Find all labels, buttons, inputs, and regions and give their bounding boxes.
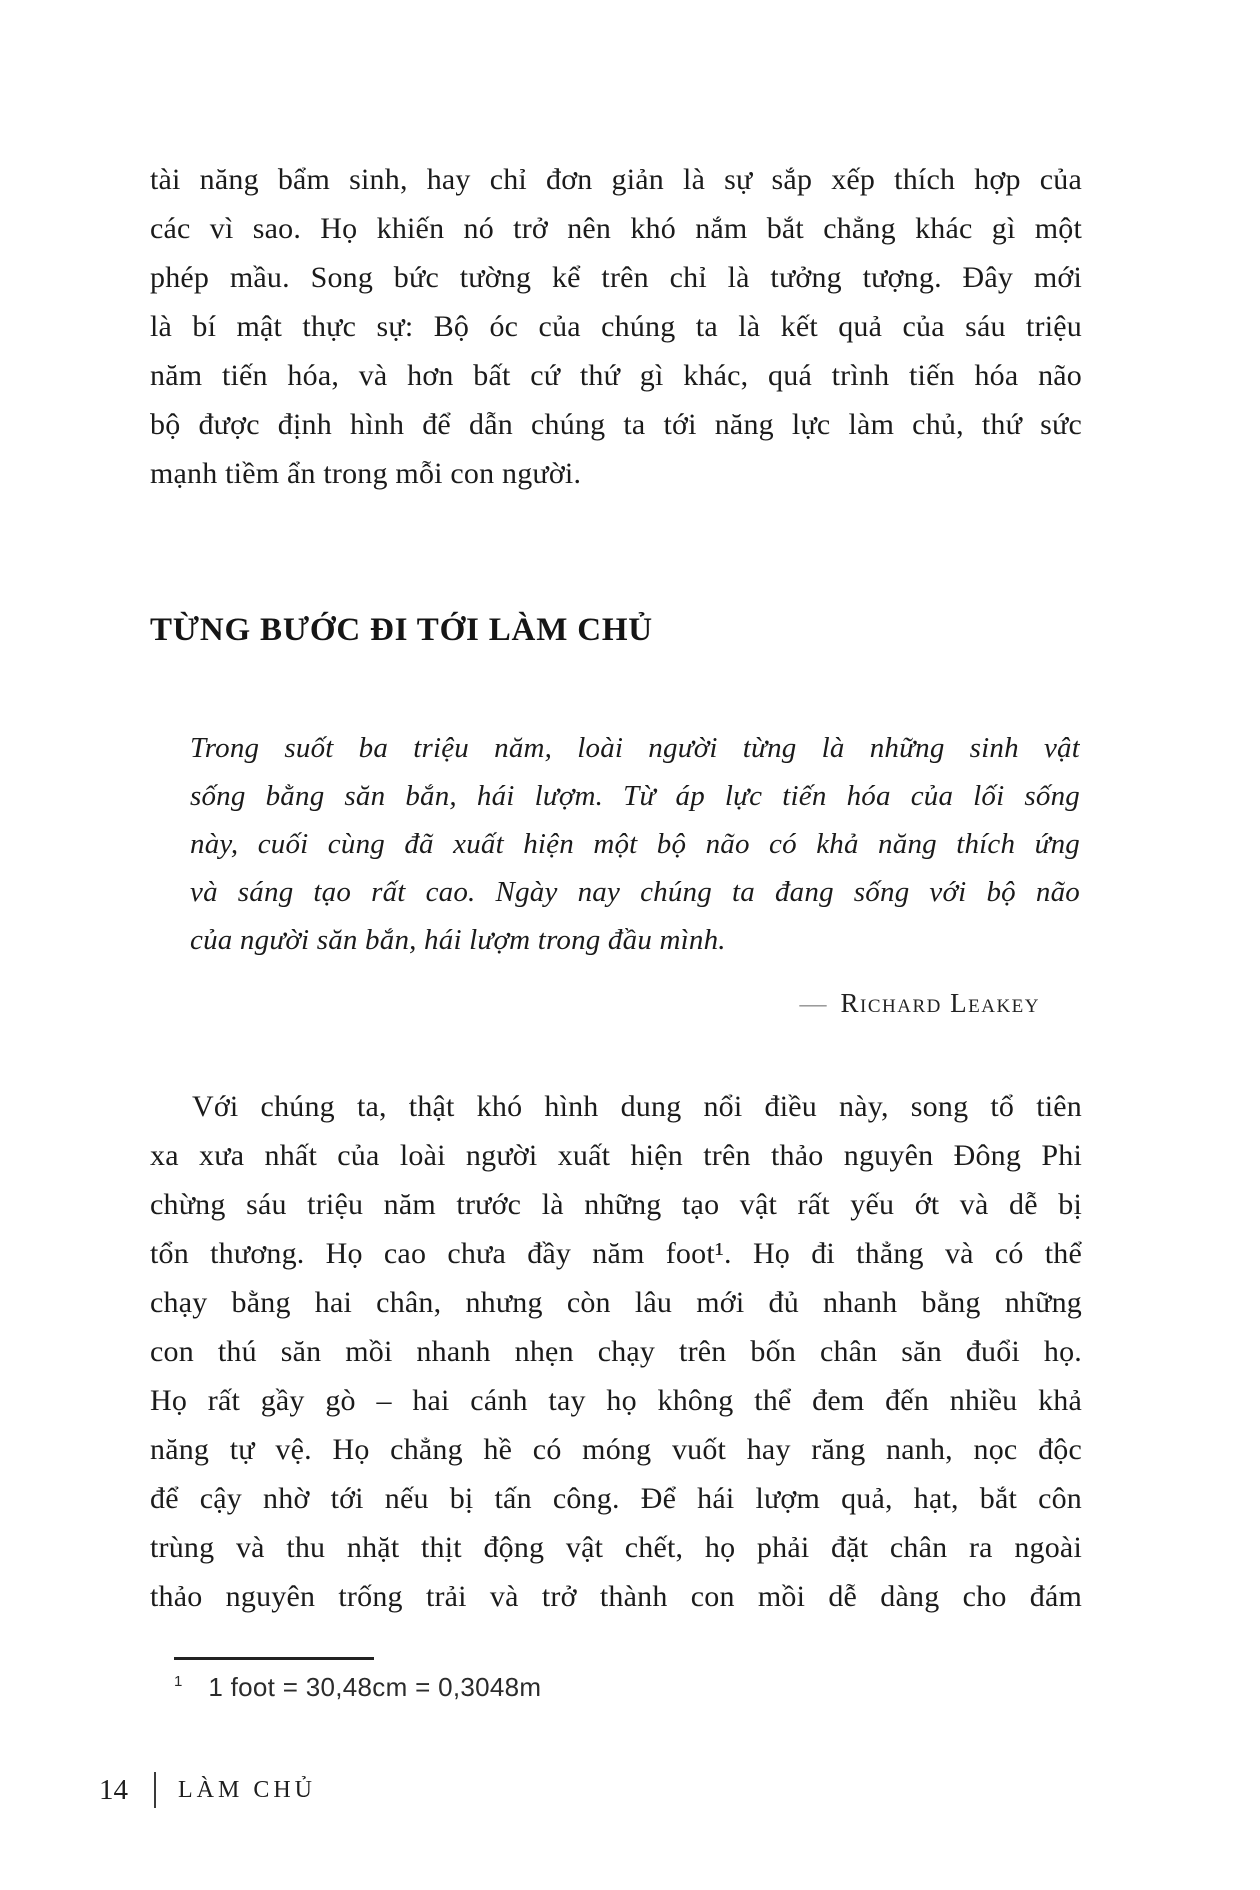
footer-divider (154, 1772, 156, 1808)
body-paragraph (150, 1082, 1082, 1621)
text-line: xa xưa nhất của loài người xuất hiện trên thảo nguyên Đông Phi (150, 1139, 1082, 1172)
text-line: để cậy nhờ tới nếu bị tấn công. Để hái lượm quả, hạt, bắt côn (150, 1482, 1082, 1515)
text-line: Với chúng ta, thật khó hình dung nổi điều này, song tổ tiên (192, 1090, 1082, 1123)
text-line: tài năng bẩm sinh, hay chỉ đơn giản là sự sắp xếp thích hợp của (150, 163, 1082, 196)
text-line: thảo nguyên trống trải và trở thành con mồi dễ dàng cho đám (150, 1580, 1082, 1613)
intro-paragraph (150, 155, 1082, 498)
footnote-marker: 1 (174, 1673, 183, 1690)
block-quote (190, 724, 1080, 964)
quote-line: của người săn bắn, hái lượm trong đầu mình. (190, 924, 726, 956)
text-line: năm tiến hóa, và hơn bất cứ thứ gì khác, quá trình tiến hóa não (150, 359, 1082, 392)
text-line: các vì sao. Họ khiến nó trở nên khó nắm bắt chẳng khác gì một (150, 212, 1082, 245)
text-line: chạy bằng hai chân, nhưng còn lâu mới đủ nhanh bằng những (150, 1286, 1082, 1319)
text-line: mạnh tiềm ẩn trong mỗi con người. (150, 457, 582, 490)
page-number: 14 (99, 1773, 128, 1806)
text-line: phép mầu. Song bức tường kể trên chỉ là tưởng tượng. Đây mới (150, 261, 1082, 294)
text-line: là bí mật thực sự: Bộ óc của chúng ta là kết quả của sáu triệu (150, 310, 1082, 343)
text-line: Họ rất gầy gò – hai cánh tay họ không thể đem đến nhiều khả (150, 1384, 1082, 1417)
footnote-text: 1 foot = 30,48cm = 0,3048m (208, 1672, 542, 1702)
footnote-divider (174, 1657, 374, 1660)
page-footer (99, 1772, 316, 1808)
attribution-name: Richard Leakey (840, 988, 1040, 1018)
quote-line: này, cuối cùng đã xuất hiện một bộ não có khả năng thích ứng (190, 828, 1080, 860)
quote-line: Trong suốt ba triệu năm, loài người từng là những sinh vật (190, 732, 1080, 764)
quote-line: sống bằng săn bắn, hái lượm. Từ áp lực tiến hóa của lối sống (190, 780, 1080, 812)
footnote (174, 1672, 974, 1703)
text-line: bộ được định hình để dẫn chúng ta tới năng lực làm chủ, thứ sức (150, 408, 1082, 441)
running-title: LÀM CHỦ (178, 1776, 317, 1803)
attribution-dash: — (799, 988, 827, 1018)
text-line: con thú săn mồi nhanh nhẹn chạy trên bốn chân săn đuổi họ. (150, 1335, 1082, 1368)
text-line: chừng sáu triệu năm trước là những tạo vật rất yếu ớt và dễ bị (150, 1188, 1082, 1221)
text-line: trùng và thu nhặt thịt động vật chết, họ phải đặt chân ra ngoài (150, 1531, 1082, 1564)
text-line: năng tự vệ. Họ chẳng hề có móng vuốt hay răng nanh, nọc độc (150, 1433, 1082, 1466)
section-heading: TỪNG BƯỚC ĐI TỚI LÀM CHỦ (150, 612, 653, 648)
text-line: tổn thương. Họ cao chưa đầy năm foot¹. Họ đi thẳng và có thể (150, 1237, 1082, 1270)
quote-line: và sáng tạo rất cao. Ngày nay chúng ta đang sống với bộ não (190, 876, 1080, 908)
quote-attribution (150, 986, 1040, 1020)
